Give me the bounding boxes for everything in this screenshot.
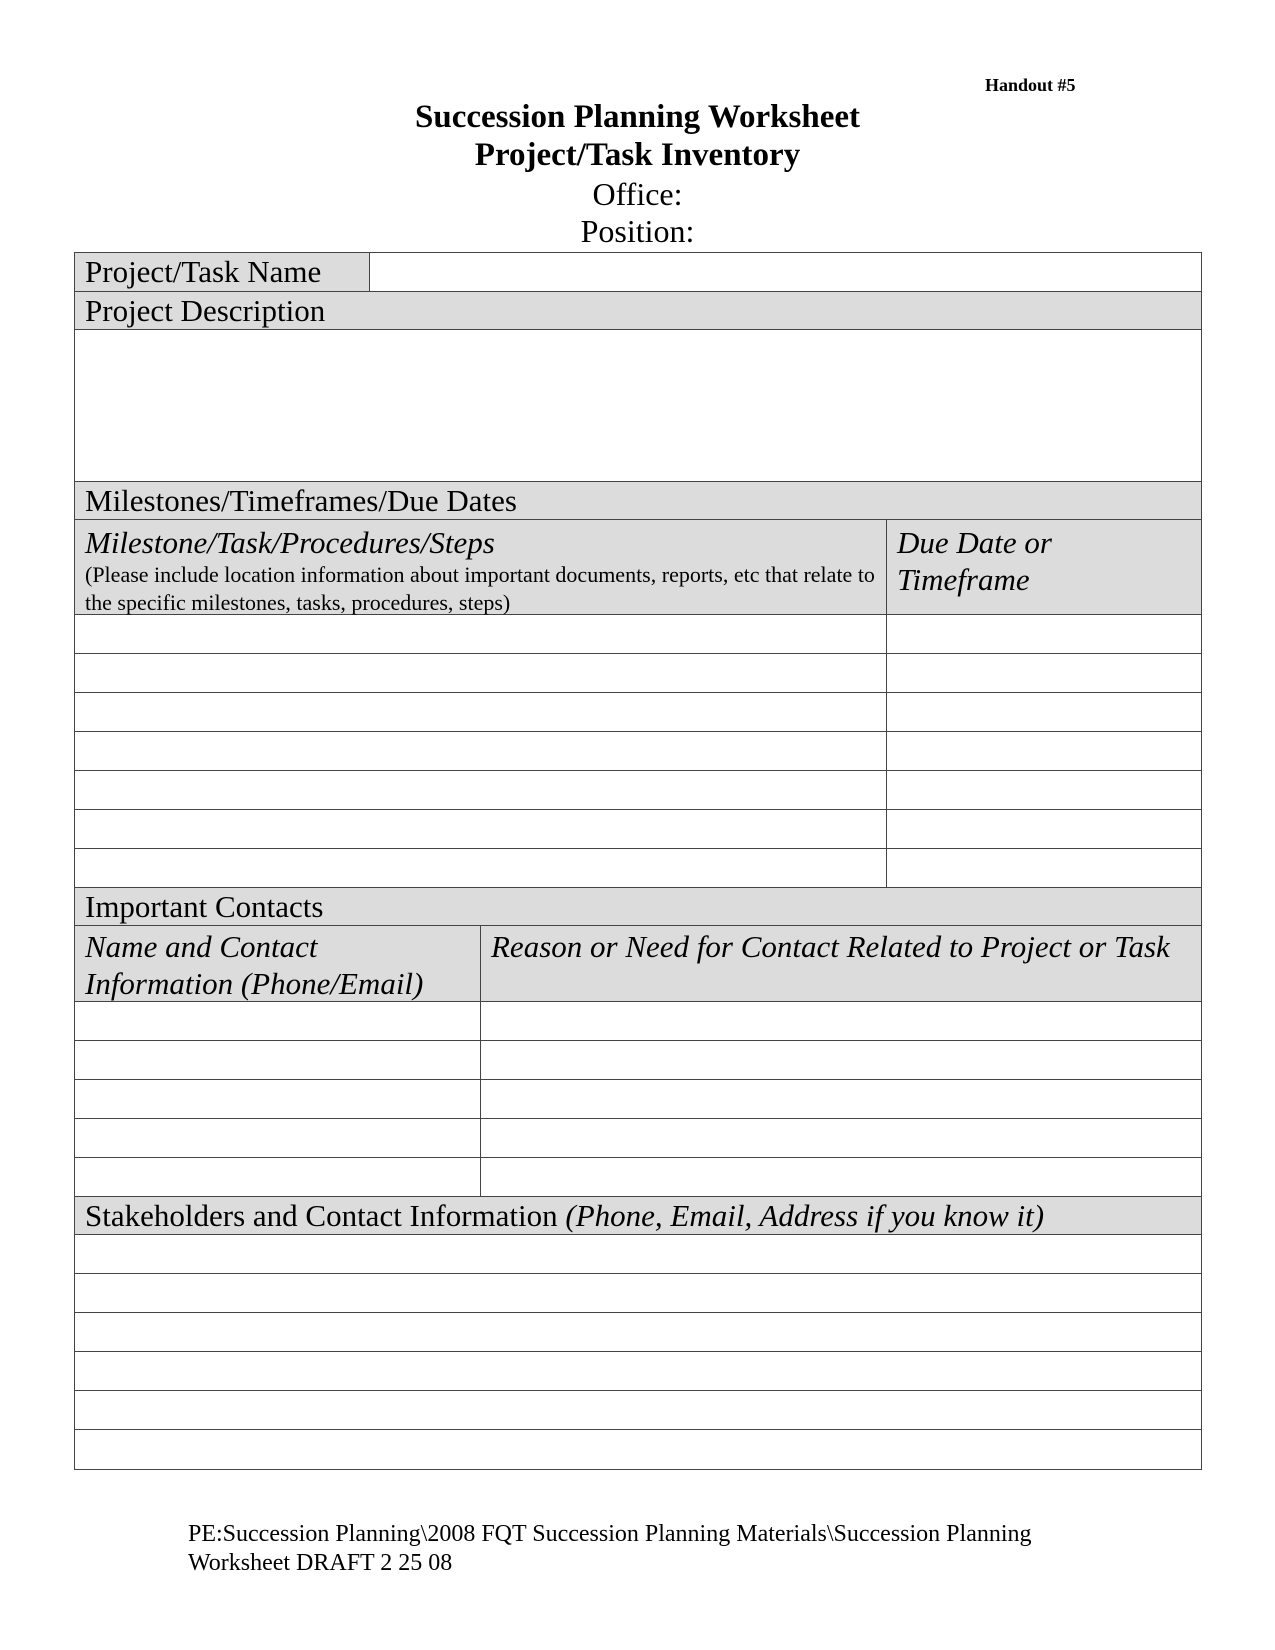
stakeholders-header <box>75 1197 1054 1234</box>
contact-row <box>75 1002 1201 1041</box>
stakeholder-row[interactable] <box>75 1274 1201 1313</box>
description-label: Project Description <box>85 293 326 328</box>
milestone-cell[interactable] <box>75 849 887 887</box>
due-date-cell[interactable] <box>887 771 1201 809</box>
due-date-cell[interactable] <box>887 849 1201 887</box>
contact-name-cell[interactable] <box>75 1080 481 1118</box>
contact-name-cell[interactable] <box>75 1158 481 1196</box>
milestone-column-header <box>75 520 887 614</box>
stakeholders-note: (Phone, Email, Address if you know it) <box>565 1198 1045 1233</box>
milestone-row <box>75 615 1201 654</box>
milestone-cell[interactable] <box>75 771 887 809</box>
milestone-row <box>75 693 1201 732</box>
milestone-cell[interactable] <box>75 693 887 731</box>
milestone-row <box>75 771 1201 810</box>
milestone-cell[interactable] <box>75 615 887 653</box>
contact-name-cell[interactable] <box>75 1002 481 1040</box>
due-date-cell[interactable] <box>887 810 1201 848</box>
worksheet-subtitle: Project/Task Inventory <box>474 137 801 173</box>
contact-reason-cell[interactable] <box>481 1080 1201 1118</box>
position-label: Position: <box>580 213 695 249</box>
task-name-row <box>75 253 1201 292</box>
due-date-column-title: Due Date or Timeframe <box>897 525 1052 598</box>
milestones-column-headers <box>75 520 1201 615</box>
task-name-field[interactable] <box>370 253 1201 291</box>
description-header-row <box>75 292 1201 330</box>
milestone-cell[interactable] <box>75 810 887 848</box>
description-field[interactable] <box>75 330 1201 482</box>
footer-file-path <box>188 1520 1032 1578</box>
stakeholder-row[interactable] <box>75 1235 1201 1274</box>
contacts-section-label: Important Contacts <box>85 889 324 924</box>
handout-number: Handout #5 <box>985 75 1076 95</box>
worksheet-form <box>74 252 1202 1470</box>
due-date-cell[interactable] <box>887 693 1201 731</box>
contact-reason-cell[interactable] <box>481 1119 1201 1157</box>
footer-line-1: PE:Succession Planning\2008 FQT Succession Planning Materials\Succession Planning <box>188 1521 1032 1547</box>
stakeholders-header-row <box>75 1197 1201 1235</box>
contact-reason-cell[interactable] <box>481 1041 1201 1079</box>
task-name-label: Project/Task Name <box>75 253 370 291</box>
contact-name-column-title: Name and Contact Information (Phone/Email) <box>75 926 481 1001</box>
contact-row <box>75 1080 1201 1119</box>
stakeholder-row[interactable] <box>75 1391 1201 1430</box>
milestone-cell[interactable] <box>75 732 887 770</box>
due-date-cell[interactable] <box>887 732 1201 770</box>
contact-row <box>75 1041 1201 1080</box>
milestone-row <box>75 810 1201 849</box>
stakeholder-row[interactable] <box>75 1430 1201 1469</box>
milestones-header-row <box>75 482 1201 520</box>
stakeholder-row[interactable] <box>75 1313 1201 1352</box>
contact-reason-cell[interactable] <box>481 1158 1201 1196</box>
contact-row <box>75 1158 1201 1197</box>
contacts-header-row <box>75 888 1201 926</box>
footer-line-2: Worksheet DRAFT 2 25 08 <box>188 1549 453 1576</box>
contacts-column-headers <box>75 926 1201 1002</box>
office-label: Office: <box>592 176 683 212</box>
contact-reason-cell[interactable] <box>481 1002 1201 1040</box>
contact-row <box>75 1119 1201 1158</box>
contact-reason-column-title: Reason or Need for Contact Related to Project or Task <box>491 929 1170 964</box>
due-date-cell[interactable] <box>887 654 1201 692</box>
milestone-row <box>75 654 1201 693</box>
worksheet-title: Succession Planning Worksheet <box>415 99 860 135</box>
milestone-row <box>75 732 1201 771</box>
milestone-column-note: (Please include location information about important documents, reports, etc that relate to the specific milestones, tasks, procedures, steps) <box>85 562 875 615</box>
stakeholders-label: Stakeholders and Contact Information <box>85 1198 558 1233</box>
milestone-cell[interactable] <box>75 654 887 692</box>
milestone-column-title: Milestone/Task/Procedures/Steps <box>85 525 495 560</box>
milestone-row <box>75 849 1201 888</box>
contact-name-cell[interactable] <box>75 1041 481 1079</box>
milestones-section-label: Milestones/Timeframes/Due Dates <box>85 483 517 518</box>
stakeholder-row[interactable] <box>75 1352 1201 1391</box>
contact-name-cell[interactable] <box>75 1119 481 1157</box>
due-date-cell[interactable] <box>887 615 1201 653</box>
